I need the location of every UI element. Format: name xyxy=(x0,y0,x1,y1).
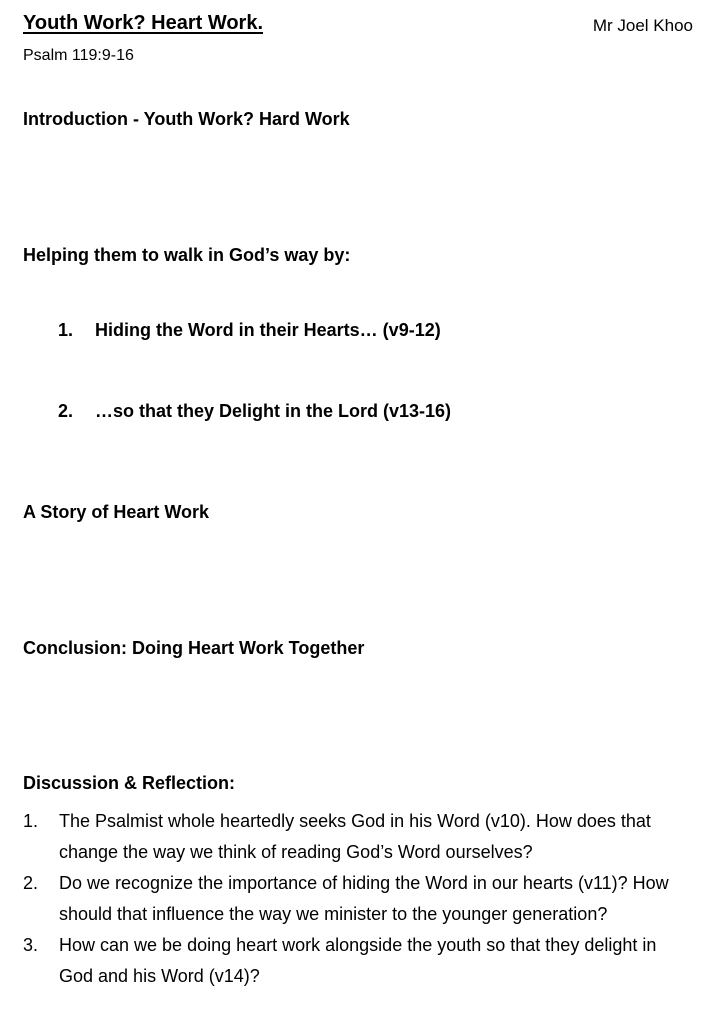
question-text: How can we be doing heart work alongside the youth so that they delight in God and his Word (v14)? xyxy=(59,935,657,986)
question-number: 2. xyxy=(23,873,39,893)
question-text: The Psalmist whole heartedly seeks God in his Word (v10). How does that change the way we think of reading God’s Word ourselves? xyxy=(59,811,651,862)
helping-heading: Helping them to walk in God’s way by: xyxy=(23,245,351,265)
sermon-title: Youth Work? Heart Work. xyxy=(23,12,264,34)
scripture-reference: Psalm 119:9-16 xyxy=(23,47,134,64)
point-text: Hiding the Word in their Hearts… (v9-12) xyxy=(95,320,441,340)
discussion-question xyxy=(23,806,688,868)
point-text: …so that they Delight in the Lord (v13-16) xyxy=(95,401,452,421)
point-number: 1. xyxy=(58,320,74,340)
question-number: 3. xyxy=(23,935,39,955)
conclusion-heading: Conclusion: Doing Heart Work Together xyxy=(23,638,365,658)
point-item xyxy=(58,320,441,341)
introduction-heading: Introduction - Youth Work? Hard Work xyxy=(23,109,350,129)
discussion-question xyxy=(23,930,688,992)
discussion-question-list xyxy=(23,806,688,992)
point-number: 2. xyxy=(58,401,74,421)
discussion-question xyxy=(23,868,688,930)
point-item xyxy=(58,401,451,422)
question-number: 1. xyxy=(23,811,39,831)
question-text: Do we recognize the importance of hiding the Word in our hearts (v11)? How should that influence the way we minister to the younger generation? xyxy=(59,873,669,924)
story-heading: A Story of Heart Work xyxy=(23,502,210,522)
discussion-heading: Discussion & Reflection: xyxy=(23,773,236,793)
speaker-name: Mr Joel Khoo xyxy=(592,16,693,35)
